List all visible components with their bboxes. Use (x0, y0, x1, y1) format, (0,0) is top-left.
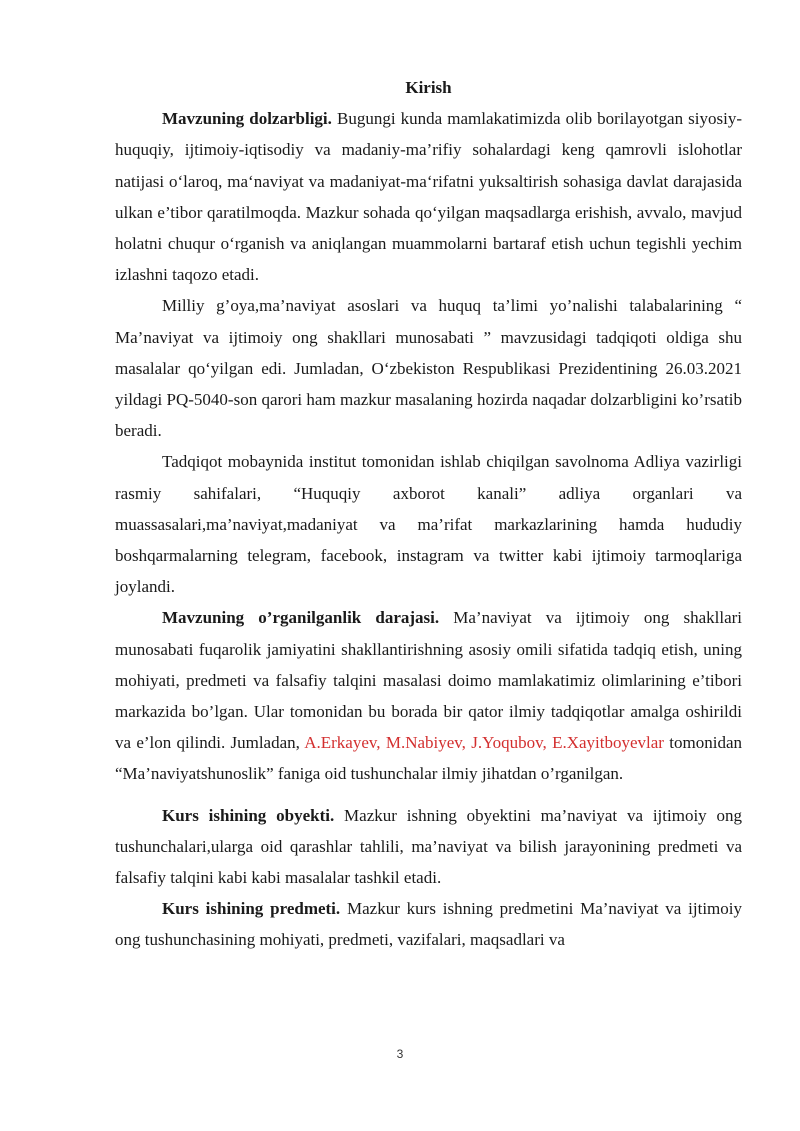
paragraph-lead-object: Kurs ishining obyekti. (162, 805, 335, 825)
paragraph-text: Mazkur kurs ishning predmetini Ma’naviyat va ijtimoiy ong tushunchasining mohiyati, predmeti, vazifalari, maqsadlari va (115, 899, 742, 950)
paragraph-text: Bugungi kunda mamlakatimizda olib borilayotgan siyosiy-huquqiy, ijtimoiy-iqtisodiy va madaniy-ma’rifiy sohalardagi keng qamrovli islohotlar natijasi o‘laroq, ma‘naviyat va madaniyat-ma‘rifatni yuksaltirish sohasiga davlat darajasida ulkan e’tibor qaratilmoqda. Mazkur sohada qo‘yilgan maqsadlarga erishish, avvalo, mavjud holatni chuqur o‘rganish va aniqlangan muammolarni bartaraf etish uchun tegishli yechim izlashni taqozo etadi. (115, 109, 742, 285)
paragraph-research-task (115, 290, 742, 446)
paragraph-spacer (115, 790, 742, 800)
paragraph-lead-relevance: Mavzuning dolzarbligi. (162, 109, 332, 129)
paragraph-text: Milliy g’oya,ma’naviyat asoslari va huquq ta’limi yo’nalishi talabalarining “ Ma’naviyat va ijtimoiy ong shakllari munosabati ” mavzusidagi tadqiqoti oldiga shu masalalar qo‘yilgan edi. Jumladan, O‘zbekiston Respublikasi Prezidentining 26.03.2021 yildagi PQ-5040-son qarori ham mazkur masalaning hozirda naqadar dolzarbligini ko’rsatib beradi. (115, 296, 742, 441)
paragraph-lead-study-degree: Mavzuning o’rganilganlik darajasi. (162, 608, 440, 628)
page-number: 3 (396, 1047, 404, 1061)
paragraph-object (115, 800, 742, 894)
paragraph-text: Mazkur ishning obyektini ma’naviyat va ijtimoiy ong tushunchalari,ularga oid qarashlar tahlili, ma’naviyat va bilish jarayonining predmeti va falsafiy talqini kabi kabi masalalar tashkil etadi. (115, 805, 743, 888)
section-heading: Kirish (405, 78, 452, 97)
paragraph-survey (115, 446, 742, 602)
paragraph-text: tomonidan “Ma’naviyatshunoslik” faniga oid tushunchalar ilmiy jihatdan o’rganilgan. (115, 733, 742, 784)
paragraph-subject (115, 893, 742, 955)
document-body (115, 72, 742, 956)
paragraph-text: Ma’naviyat va ijtimoiy ong shakllari munosabati fuqarolik jamiyatini shakllantirishning asosiy omili sifatida tadqiq etish, uning mohiyati, predmeti va falsafiy talqini masalasi doimo mamlakatimiz olimlarining e’tibori markazida bo’lgan. Ular tomonidan bu borada bir qator ilmiy tadqiqotlar amalga oshirildi va e’lon qilindi. Jumladan, (115, 608, 743, 753)
paragraph-text: Tadqiqot mobaynida institut tomonidan ishlab chiqilgan savolnoma Adliya vazirligi rasmiy sahifalari, “Huquqiy axborot kanali” adliya organlari va muassasalari,ma’naviyat,madaniyat va ma’rifat markazlarining hamda hududiy boshqarmalarning telegram, facebook, instagram va twitter kabi ijtimoiy tarmoqlariga joylandi. (115, 452, 742, 597)
highlighted-authors: A.Erkayev, M.Nabiyev, J.Yoqubov, E.Xayitboyevlar (304, 733, 664, 753)
paragraph-relevance (115, 103, 742, 290)
paragraph-study-degree (115, 602, 742, 789)
paragraph-lead-subject: Kurs ishining predmeti. (162, 899, 341, 919)
